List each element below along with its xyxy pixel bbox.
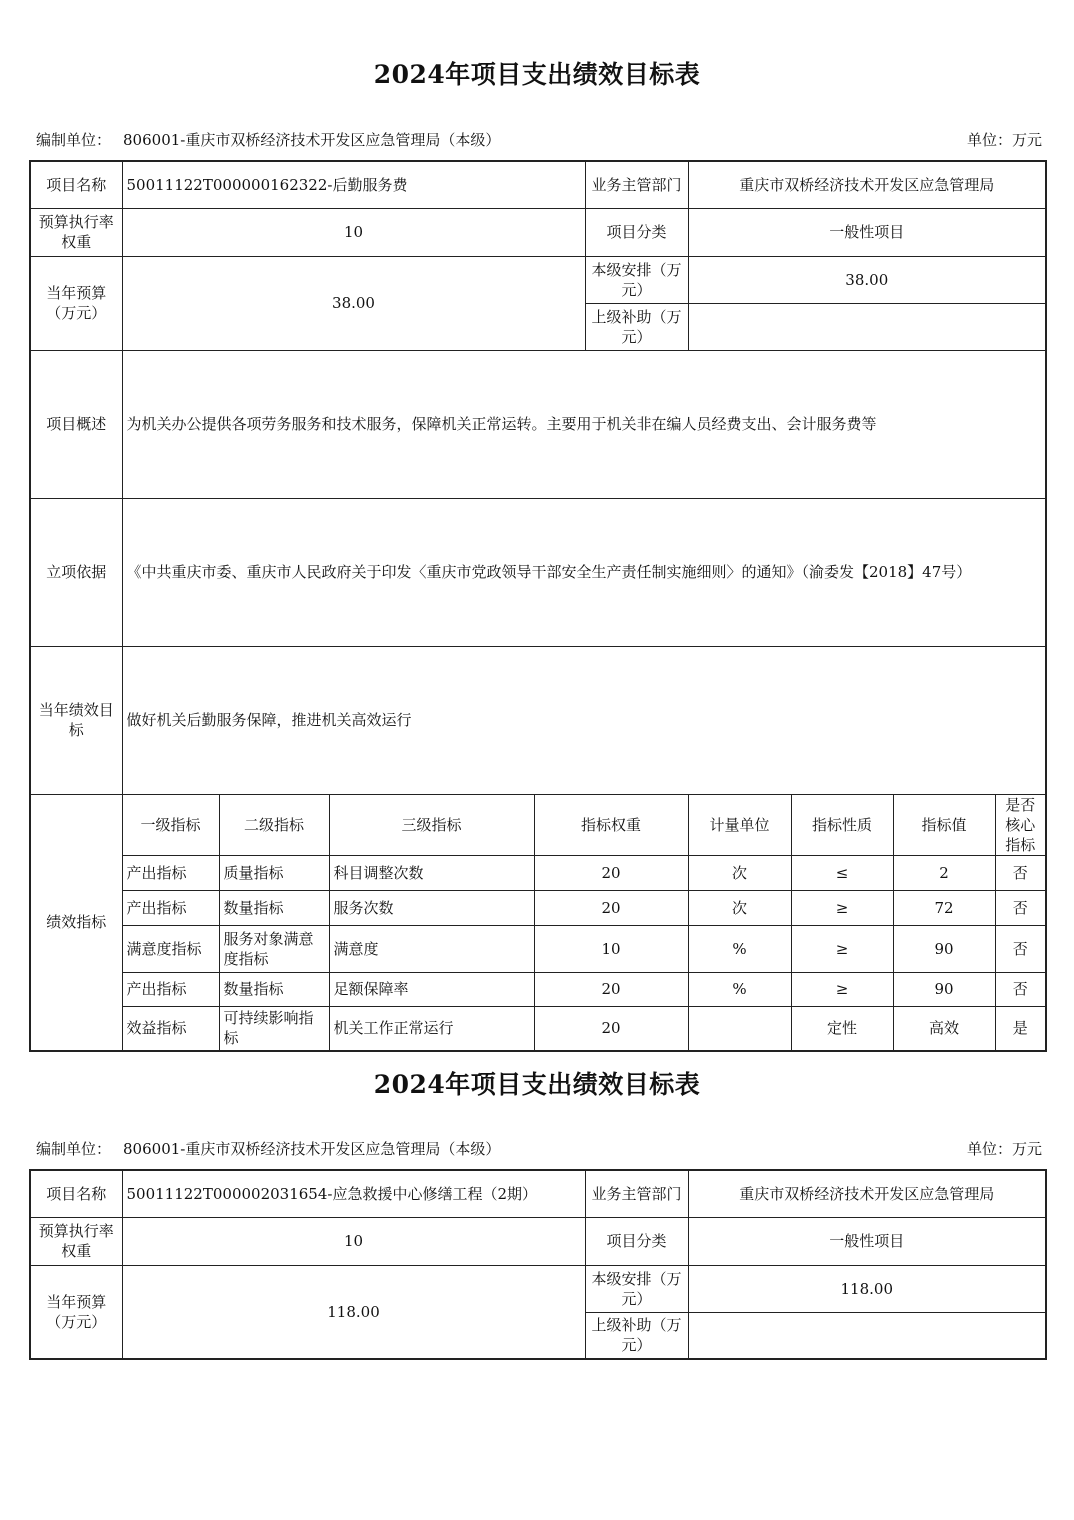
indicator-level1: 效益指标 (122, 1006, 219, 1051)
indicator-core: 否 (995, 972, 1046, 1006)
category-label: 项目分类 (585, 1217, 688, 1265)
indicator-unit: % (688, 925, 791, 972)
indicator-header: 指标权重 (534, 794, 688, 855)
prepared-by (36, 129, 500, 150)
prepared-by-value: 806001-重庆市双桥经济技术开发区应急管理局（本级） (123, 1140, 501, 1158)
indicator-header: 指标值 (893, 794, 995, 855)
upper-value (688, 1312, 1046, 1359)
indicator-level1: 产出指标 (122, 855, 219, 890)
goal-value: 做好机关后勤服务保障，推进机关高效运行 (122, 646, 1046, 794)
weight-value: 10 (122, 208, 585, 256)
indicator-core: 否 (995, 890, 1046, 925)
indicator-nature: ≥ (791, 972, 893, 1006)
weight-label: 预算执行率权重 (30, 1217, 122, 1265)
indicator-header: 三级指标 (329, 794, 534, 855)
prepared-by-label: 编制单位： (36, 1140, 112, 1158)
project-name-value: 50011122T000000162322-后勤服务费 (122, 161, 585, 208)
indicator-level2: 可持续影响指标 (219, 1006, 329, 1051)
indicator-level1: 满意度指标 (122, 925, 219, 972)
currency-unit: 单位：万元 (966, 131, 1042, 149)
budget-value: 38.00 (122, 256, 585, 350)
indicator-row (30, 972, 1046, 1006)
indicator-header: 是否核心指标 (995, 794, 1046, 855)
indicator-level1: 产出指标 (122, 972, 219, 1006)
prepared-by-label: 编制单位： (36, 131, 112, 149)
indicator-row (30, 855, 1046, 890)
currency-unit: 单位：万元 (966, 1140, 1042, 1158)
indicators-label: 绩效指标 (30, 794, 122, 1051)
indicator-weight: 10 (534, 925, 688, 972)
indicator-header: 二级指标 (219, 794, 329, 855)
indicator-level2: 质量指标 (219, 855, 329, 890)
indicator-level3: 足额保障率 (329, 972, 534, 1006)
indicator-level3: 机关工作正常运行 (329, 1006, 534, 1051)
indicator-nature: ≤ (791, 855, 893, 890)
indicator-unit: 次 (688, 890, 791, 925)
indicator-nature: 定性 (791, 1006, 893, 1051)
dept-value: 重庆市双桥经济技术开发区应急管理局 (688, 161, 1046, 208)
indicator-row (30, 1006, 1046, 1051)
local-value: 118.00 (688, 1265, 1046, 1312)
local-label: 本级安排（万元） (585, 1265, 688, 1312)
indicator-level1: 产出指标 (122, 890, 219, 925)
indicator-value: 90 (893, 925, 995, 972)
project-info-table (29, 1169, 1047, 1360)
dept-label: 业务主管部门 (585, 161, 688, 208)
indicator-weight: 20 (534, 855, 688, 890)
upper-label: 上级补助（万元） (585, 1312, 688, 1359)
overview-value: 为机关办公提供各项劳务服务和技术服务，保障机关正常运转。主要用于机关非在编人员经费支出、会计服务费等 (122, 350, 1046, 498)
indicator-header: 一级指标 (122, 794, 219, 855)
prepared-by (36, 1138, 500, 1159)
project-name-value: 50011122T000002031654-应急救援中心修缮工程（2期） (122, 1170, 585, 1217)
page-title: 2024年项目支出绩效目标表 (373, 60, 701, 89)
indicator-row (30, 890, 1046, 925)
indicator-core: 是 (995, 1006, 1046, 1051)
indicator-level2: 数量指标 (219, 890, 329, 925)
dept-value: 重庆市双桥经济技术开发区应急管理局 (688, 1170, 1046, 1217)
indicator-unit: % (688, 972, 791, 1006)
page-title: 2024年项目支出绩效目标表 (373, 1070, 701, 1099)
basis-value: 《中共重庆市委、重庆市人民政府关于印发〈重庆市党政领导干部安全生产责任制实施细则〉的通知》（渝委发【2018】47号） (122, 498, 1046, 646)
budget-label: 当年预算（万元） (30, 256, 122, 350)
goal-label: 当年绩效目标 (30, 646, 122, 794)
project-name-label: 项目名称 (30, 161, 122, 208)
indicator-header: 指标性质 (791, 794, 893, 855)
indicator-weight: 20 (534, 972, 688, 1006)
weight-label: 预算执行率权重 (30, 208, 122, 256)
basis-label: 立项依据 (30, 498, 122, 646)
weight-value: 10 (122, 1217, 585, 1265)
category-value: 一般性项目 (688, 208, 1046, 256)
indicator-level2: 服务对象满意度指标 (219, 925, 329, 972)
indicator-value: 72 (893, 890, 995, 925)
local-label: 本级安排（万元） (585, 256, 688, 303)
indicator-value: 90 (893, 972, 995, 1006)
budget-label: 当年预算（万元） (30, 1265, 122, 1359)
indicator-unit (688, 1006, 791, 1051)
indicator-core: 否 (995, 855, 1046, 890)
indicator-nature: ≥ (791, 925, 893, 972)
budget-value: 118.00 (122, 1265, 585, 1359)
indicator-unit: 次 (688, 855, 791, 890)
indicator-level3: 满意度 (329, 925, 534, 972)
project-name-label: 项目名称 (30, 1170, 122, 1217)
category-value: 一般性项目 (688, 1217, 1046, 1265)
overview-label: 项目概述 (30, 350, 122, 498)
project-info-table (29, 160, 1047, 1052)
indicator-value: 2 (893, 855, 995, 890)
indicator-level3: 服务次数 (329, 890, 534, 925)
local-value: 38.00 (688, 256, 1046, 303)
indicator-level2: 数量指标 (219, 972, 329, 1006)
indicator-core: 否 (995, 925, 1046, 972)
upper-value (688, 303, 1046, 350)
prepared-by-value: 806001-重庆市双桥经济技术开发区应急管理局（本级） (123, 131, 501, 149)
indicator-row (30, 925, 1046, 972)
dept-label: 业务主管部门 (585, 1170, 688, 1217)
upper-label: 上级补助（万元） (585, 303, 688, 350)
indicator-level3: 科目调整次数 (329, 855, 534, 890)
indicator-weight: 20 (534, 890, 688, 925)
indicator-weight: 20 (534, 1006, 688, 1051)
indicator-header: 计量单位 (688, 794, 791, 855)
category-label: 项目分类 (585, 208, 688, 256)
indicator-nature: ≥ (791, 890, 893, 925)
indicator-value: 高效 (893, 1006, 995, 1051)
